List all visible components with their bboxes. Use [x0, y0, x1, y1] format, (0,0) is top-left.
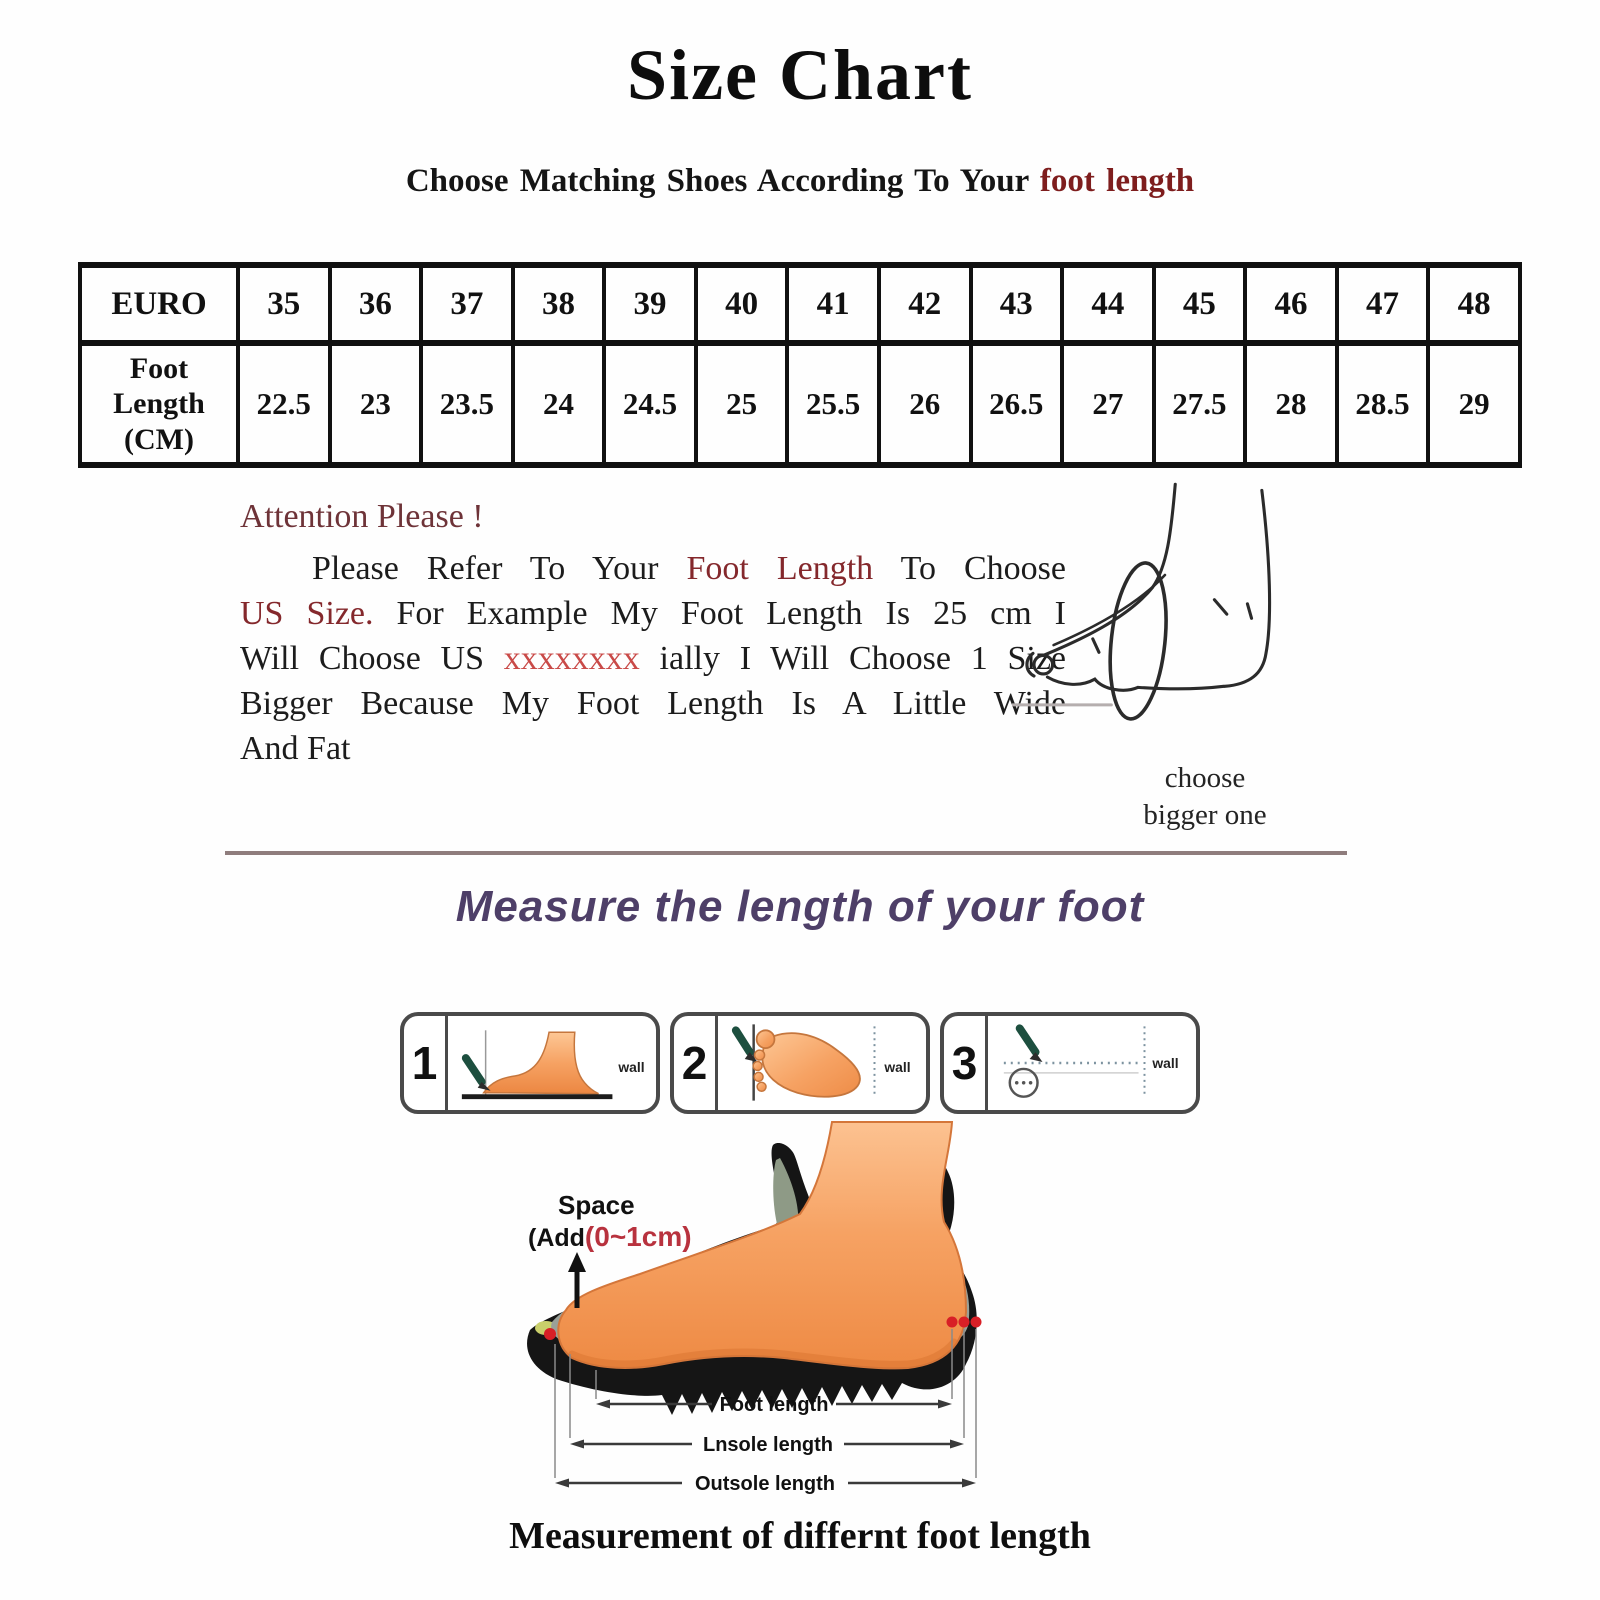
step-number: 2 [674, 1016, 718, 1110]
step-box-2 [670, 1012, 930, 1114]
attention-line [240, 546, 1066, 591]
sketch-heel-calf-line [1225, 490, 1270, 686]
foot-length-cell: 26 [879, 343, 971, 465]
attention-line: And Fat [240, 730, 351, 767]
arrowhead [570, 1440, 584, 1449]
attention-line [240, 591, 1066, 636]
step3-illustration [988, 1016, 1196, 1110]
side-foot-shape [484, 1032, 599, 1093]
heel-marker-dot [971, 1317, 982, 1328]
subtitle [0, 163, 1600, 200]
step1-illustration [448, 1016, 656, 1110]
sketch-toe-circle [1034, 655, 1053, 674]
sketch-instep-inner-line [1054, 575, 1165, 645]
insole-length-label: Lnsole length [703, 1434, 833, 1456]
attention-redacted-text: xxxxxxxx [503, 640, 640, 677]
pencil-icon [466, 1058, 482, 1082]
heel-marker-dot [947, 1317, 958, 1328]
attention-text: ially I Will Choose 1 Size [639, 640, 1067, 677]
foot-length-cell: 27 [1062, 343, 1154, 465]
euro-size-cell: 44 [1062, 265, 1154, 343]
attention-highlight: Foot Length [686, 550, 874, 587]
euro-size-cell: 41 [787, 265, 879, 343]
tape-dot [1029, 1081, 1033, 1085]
choose-bigger-line: choose [1164, 762, 1246, 794]
toe-marker-dot [544, 1328, 556, 1340]
section-divider [225, 851, 1347, 855]
sketch-ankle-dash [1214, 600, 1226, 614]
page-title: Size Chart [627, 35, 973, 115]
measure-section-heading: Measure the length of your foot [455, 882, 1145, 931]
arrowhead [938, 1400, 952, 1409]
arrowhead [555, 1479, 569, 1488]
foot-length-cell: 23 [330, 343, 422, 465]
size-table [78, 262, 1522, 468]
heel-marker-dot [959, 1317, 970, 1328]
foot-length-label: Foot length [719, 1394, 829, 1416]
space-arrowhead [568, 1252, 586, 1272]
toe [755, 1050, 765, 1060]
attention-line [240, 636, 1066, 681]
foot-sketch-illustration [1012, 476, 1322, 742]
step-number: 3 [944, 1016, 988, 1110]
space-add-label: (Add [528, 1224, 585, 1252]
foot-length-row [80, 343, 1520, 465]
sketch-ankle-dash [1247, 604, 1251, 618]
euro-size-cell: 37 [421, 265, 513, 343]
foot-length-cell: 24 [513, 343, 605, 465]
space-range-label: (0~1cm) [584, 1221, 692, 1252]
foot-length-cell: 25.5 [787, 343, 879, 465]
foot-length-cell: 29 [1428, 343, 1520, 465]
step-box-1 [400, 1012, 660, 1114]
subtitle-highlight: foot length [1039, 163, 1195, 199]
euro-size-cell: 42 [879, 265, 971, 343]
step2-illustration [718, 1016, 926, 1110]
foot-length-cell: 22.5 [238, 343, 330, 465]
foot-length-row-label [80, 343, 238, 465]
foot-length-cell: 26.5 [971, 343, 1063, 465]
arrowhead [950, 1440, 964, 1449]
euro-size-cell: 38 [513, 265, 605, 343]
foot-length-cell: 24.5 [604, 343, 696, 465]
choose-bigger-note [1095, 760, 1315, 834]
foot-length-label-line: Foot [129, 351, 189, 385]
tape-dot [1022, 1081, 1026, 1085]
pencil-icon [736, 1030, 750, 1052]
toe [757, 1082, 766, 1091]
top-view-foot-shape [762, 1033, 859, 1097]
step-number: 1 [404, 1016, 448, 1110]
space-label: Space [558, 1190, 635, 1220]
euro-size-cell: 48 [1428, 265, 1520, 343]
sketch-girth-ellipse [1103, 560, 1173, 721]
measurement-steps [0, 1012, 1600, 1114]
arrowhead [962, 1479, 976, 1488]
step-box-3 [940, 1012, 1200, 1114]
foot-length-cell: 28.5 [1337, 343, 1429, 465]
foot-length-cell: 23.5 [421, 343, 513, 465]
attention-highlight: US Size. [240, 595, 374, 632]
attention-text: To Choose [873, 550, 1067, 587]
toe [753, 1062, 762, 1071]
bottom-caption: Measurement of differnt foot length [509, 1515, 1091, 1557]
arrowhead [596, 1400, 610, 1409]
outsole-length-label: Outsole length [695, 1473, 835, 1495]
space-add-range-label [528, 1221, 692, 1252]
sketch-toes-dash [1093, 639, 1099, 652]
euro-size-cell: 40 [696, 265, 788, 343]
toe [754, 1072, 763, 1081]
foot-measurement-diagram [500, 1116, 1100, 1516]
wall-label: wall [1152, 1054, 1179, 1071]
sketch-sole-line [1047, 677, 1223, 690]
foot-length-label-line: Length [113, 387, 205, 421]
euro-size-row [80, 265, 1520, 343]
euro-row-label: EURO [80, 265, 238, 343]
foot-length-label-line: (CM) [124, 422, 194, 456]
euro-size-cell: 46 [1245, 265, 1337, 343]
euro-size-cell: 47 [1337, 265, 1429, 343]
attention-text: For Example My Foot Length Is 25 cm I [373, 595, 1066, 632]
euro-size-cell: 35 [238, 265, 330, 343]
wall-label: wall [884, 1058, 911, 1075]
attention-text: Please Refer To Your [312, 550, 687, 587]
subtitle-text: Choose Matching Shoes According To Your [405, 163, 1040, 199]
attention-heading: Attention Please ! [240, 498, 484, 535]
euro-size-cell: 36 [330, 265, 422, 343]
euro-size-cell: 43 [971, 265, 1063, 343]
wall-label: wall [618, 1058, 645, 1075]
foot-length-cell: 27.5 [1154, 343, 1246, 465]
attention-line: Bigger Because My Foot Length Is A Little Wide [240, 685, 1066, 722]
attention-text: Will Choose US [240, 640, 504, 677]
attention-note [240, 498, 1066, 771]
foot-length-cell: 28 [1245, 343, 1337, 465]
pencil-icon [1020, 1028, 1036, 1052]
tape-dot [1015, 1081, 1019, 1085]
euro-size-cell: 45 [1154, 265, 1246, 343]
big-toe [757, 1030, 775, 1048]
choose-bigger-line: bigger one [1143, 799, 1267, 831]
pencil-tip [1030, 1052, 1043, 1062]
euro-size-cell: 39 [604, 265, 696, 343]
foot-length-cell: 25 [696, 343, 788, 465]
